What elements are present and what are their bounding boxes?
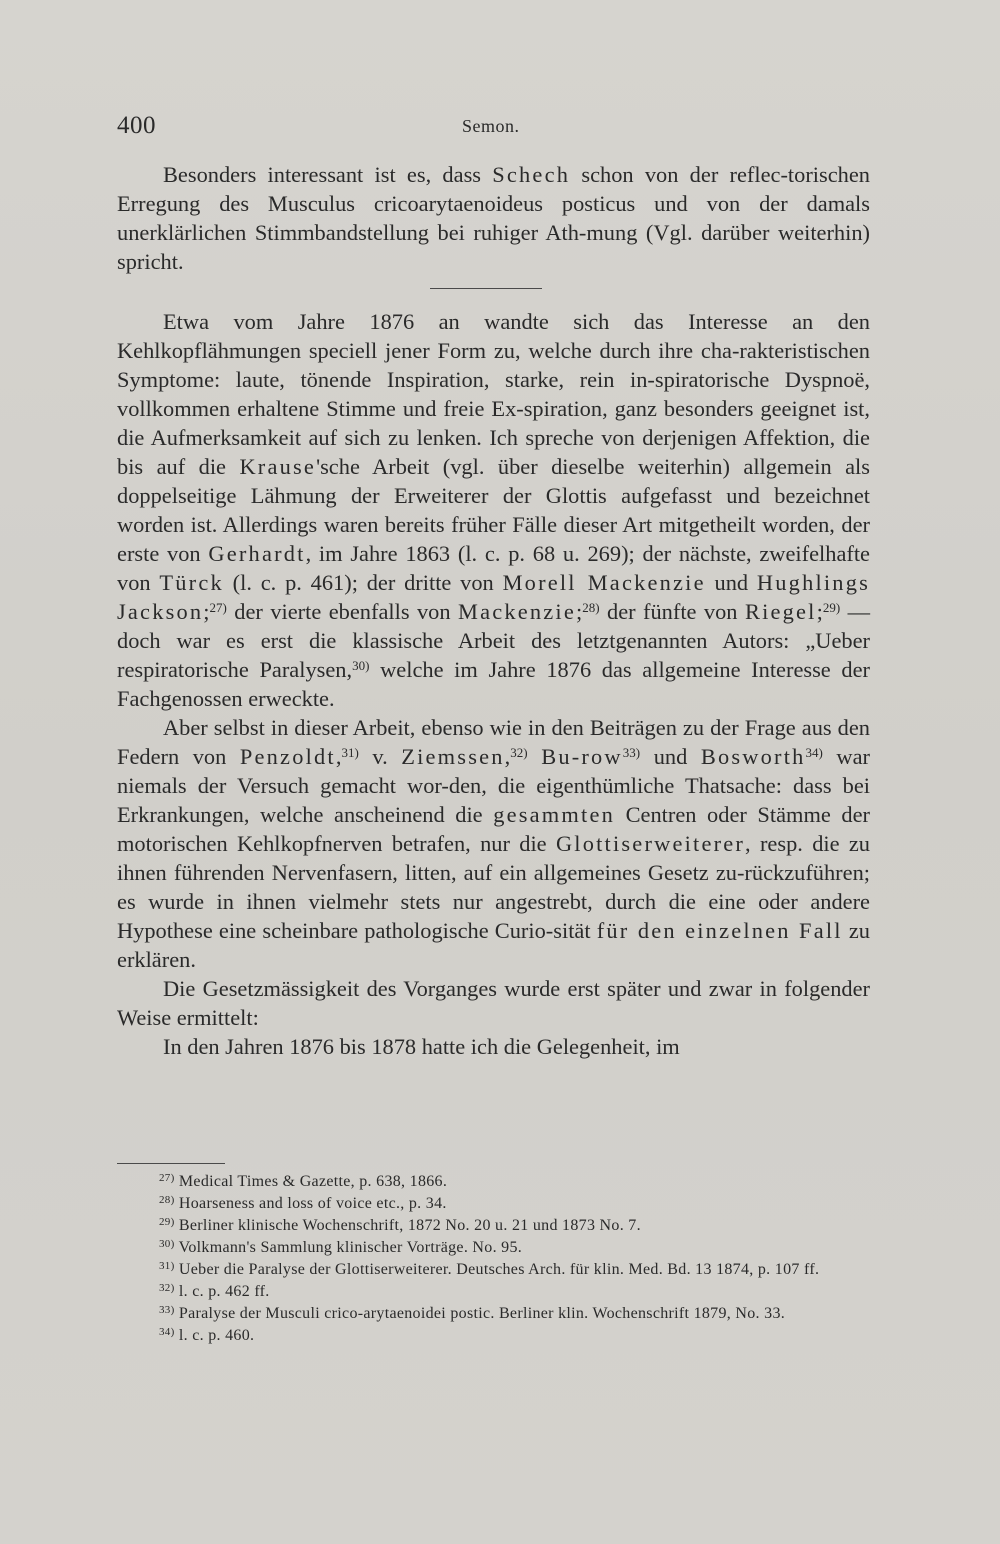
author-name: Krause [239,454,317,479]
footnote [117,1259,870,1281]
text-run: ; [576,599,583,624]
text-run [528,744,542,769]
text-run: ; [203,599,210,624]
footnote-number: 34) [159,1326,175,1338]
author-name: Morell Mackenzie [502,570,706,595]
footnote-number: 32) [159,1282,175,1294]
footnote-text: Medical Times & Gazette, p. 638, 1866. [178,1173,448,1190]
text-run: Besonders interessant ist es, dass [163,162,493,187]
text-run: der fünfte von [599,599,745,624]
footnote-number: 29) [159,1216,175,1228]
author-name: Riegel [744,599,817,624]
text-run: Aber selbst in dieser Arbeit, ebenso wie in den Beiträgen zu der Frage aus den Federn von [117,715,870,769]
text-run: zu erklären. [117,918,871,972]
footnote [117,1215,870,1237]
text-run: , [335,744,342,769]
footnote-ref: 31) [341,745,359,760]
text-run: schon von der reflec-torischen Erregung des Musculus cricoarytaenoideus posticus und von der damals unerklärlichen Stimmbandstellung bei ruhiger Ath-mung (Vgl. darüber weiterhin) spricht. [117,162,871,274]
text-run: Centren oder Stämme der motorischen Kehlkopfnerven betrafen, nur die [117,802,870,856]
author-name: Schech [492,162,571,187]
footnote-rule [117,1163,225,1164]
paragraph-4: Die Gesetzmässigkeit des Vorganges wurde erst später und zwar in folgender Weise ermittelt: [117,976,870,1030]
footnote-number: 27) [159,1172,175,1184]
paragraph-1 [117,160,870,276]
text-run: 'sche Arbeit (vgl. über dieselbe weiterhin) allgemein als doppelseitige Lähmung der Erweiterer der Glottis aufgefasst und bezeichnet worden ist. Allerdings waren bereits früher Fälle dieser Art mitgetheilt worden, der erste von [117,454,870,566]
text-run: und [640,744,701,769]
footnote-text: Ueber die Paralyse der Glottiserweiterer. Deutsches Arch. für klin. Med. Bd. 13 1874, p. 107 ff. [178,1261,820,1278]
author-name: Penzoldt [239,744,336,769]
body-text [117,160,870,1061]
footnote-text: Paralyse der Musculi crico-arytaenoidei postic. Berliner klin. Wochenschrift 1879, No. 33. [178,1305,786,1322]
footnote-ref: 30) [352,658,370,673]
text-run: und [705,570,757,595]
author-name: Bu-row [541,744,623,769]
footnote-ref: 27) [209,600,227,615]
footnote [117,1171,870,1193]
text-run: war niemals der Versuch gemacht wor-den, die eigenthümliche Thatsache: dass bei Erkrankungen, welche anscheinend die [117,744,870,827]
footnote-number: 28) [159,1194,175,1206]
footnote-number: 33) [159,1304,175,1316]
text-run: , [504,744,511,769]
text-run: v. [358,744,402,769]
footnote-ref: 29) [822,600,841,615]
running-head: Semon. [462,116,520,136]
author-name: Ziemssen [401,744,505,769]
emphasis: gesammten [493,802,615,827]
footnote-ref: 32) [510,745,528,760]
footnote-number: 30) [159,1238,175,1250]
emphasis: für den einzelnen Fall [596,918,843,943]
author-name: Hughlings Jackson [117,570,871,624]
footnote-text: Hoarseness and loss of voice etc., p. 34. [178,1195,447,1212]
footnote-number: 31) [159,1260,175,1272]
text-run: (l. c. p. 461); der dritte von [223,570,503,595]
text-run: welche im Jahre 1876 das allgemeine Interesse der Fachgenossen erweckte. [117,657,870,711]
author-name: Gerhardt [208,541,306,566]
text-run: , im Jahre 1863 (l. c. p. 68 u. 269); der nächste, zweifelhafte von [117,541,870,595]
paragraph-2 [117,307,870,713]
footnote-text: Volkmann's Sammlung klinischer Vorträge. No. 95. [178,1239,523,1256]
paragraph-5: In den Jahren 1876 bis 1878 hatte ich die Gelegenheit, im [163,1034,680,1059]
author-name: Türck [159,570,224,595]
section-separator [430,288,542,289]
footnote-ref: 28) [582,600,600,615]
page-header [117,112,877,144]
text-run: der vierte ebenfalls von [226,599,458,624]
footnote [117,1281,870,1303]
footnote-ref: 33) [622,745,641,760]
footnote [117,1193,870,1215]
footnote [117,1237,870,1259]
emphasis: Glottiserweiterer [555,831,746,856]
footnote [117,1325,870,1347]
author-name: Mackenzie [457,599,576,624]
footnote-text: Berliner klinische Wochenschrift, 1872 No. 20 u. 21 und 1873 No. 7. [178,1217,641,1234]
text-run: — doch war es erst die klassische Arbeit des letztgenannten Autors: „Ueber respiratorische Paralysen, [117,599,870,682]
text-run: , resp. die zu ihnen führenden Nervenfasern, litten, auf ein allgemeines Gesetz zu-rückzuführen; es wurde in ihnen vielmehr stets nur angestrebt, durch die eine oder andere Hypothese eine scheinbare pathologische Curio-sität [117,831,871,943]
author-name: Bosworth [700,744,806,769]
footnote-text: l. c. p. 462 ff. [178,1283,270,1300]
text-run: Etwa vom Jahre 1876 an wandte sich das Interesse an den Kehlkopflähmungen speciell jener Form zu, welche durch ihre cha-rakteristischen Symptome: laute, tönende Inspiration, starke, rein in-spiratorische Dyspnoë, vollkommen erhaltene Stimme und freie Ex-spiration, ganz besonders geeignet ist, die Aufmerksamkeit auf sich zu lenken. Ich spreche von derjenigen Affektion, die bis auf die [117,309,870,479]
paragraph-3 [117,713,870,974]
page-number: 400 [117,112,156,139]
footnote-text: l. c. p. 460. [178,1327,255,1344]
footnote [117,1303,870,1325]
text-run: ; [816,599,823,624]
footnotes [117,1171,870,1347]
footnote-ref: 34) [805,745,823,760]
